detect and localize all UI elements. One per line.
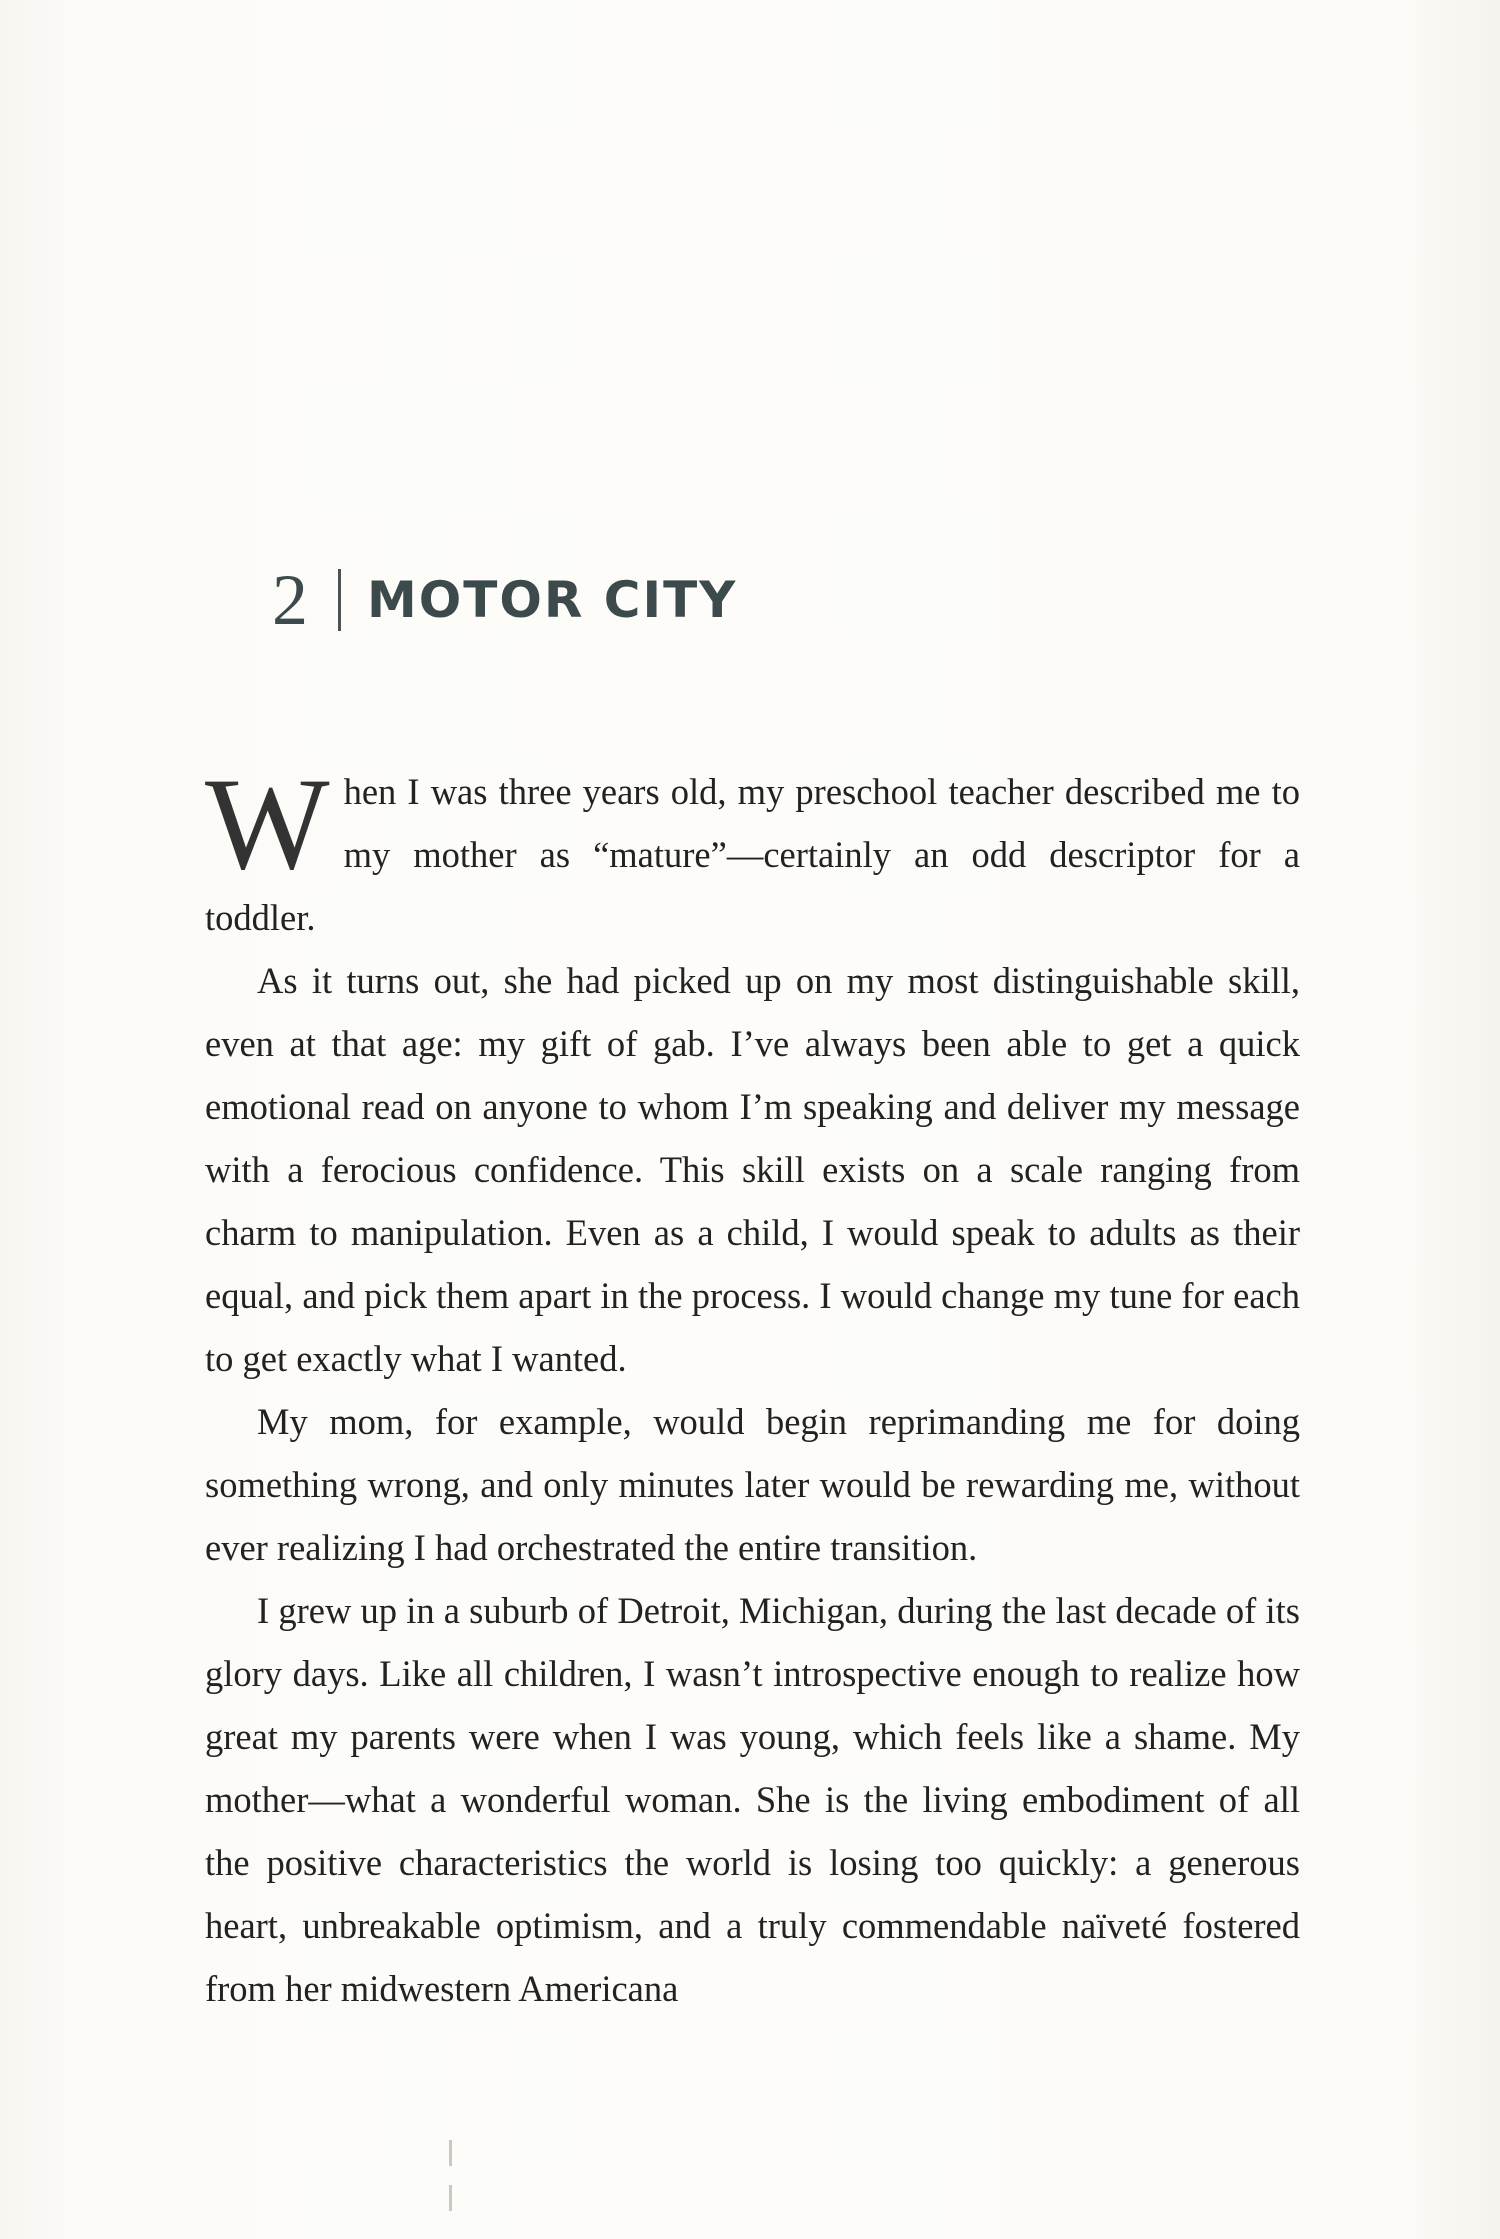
chapter-divider bbox=[338, 569, 341, 631]
paragraph-1 bbox=[205, 750, 1300, 949]
paragraph-2: As it turns out, she had picked up on my most distinguishable skill, even at that age: my gift of gab. I’ve always been able to get a quick emotional read on anyone to whom I’m speaking and deliver my message with a ferocious confidence. This skill exists on a scale ranging from charm to manipulation. Even as a child, I would speak to adults as their equal, and pick them apart in the process. I would change my tune for each to get exactly what I wanted. bbox=[205, 960, 1300, 1379]
chapter-number: 2 bbox=[272, 560, 308, 640]
chapter-heading bbox=[272, 560, 737, 640]
page-speck bbox=[449, 2140, 452, 2166]
chapter-body bbox=[205, 750, 1300, 2020]
paragraph-1-text: hen I was three years old, my preschool teacher described me to my mother as “mature”—certainly an odd descriptor for a toddler. bbox=[205, 771, 1300, 938]
drop-cap: W bbox=[205, 750, 330, 897]
paragraph-3: My mom, for example, would begin reprimanding me for doing something wrong, and only minutes later would be rewarding me, without ever realizing I had orchestrated the entire transition. bbox=[205, 1401, 1300, 1568]
paragraph-4: I grew up in a suburb of Detroit, Michigan, during the last decade of its glory days. Like all children, I wasn’t introspective enough to realize how great my parents were when I was young, which feels like a shame. My mother—what a wonderful woman. She is the living embodiment of all the positive characteristics the world is losing too quickly: a generous heart, unbreakable optimism, and a truly commendable naïveté fostered from her midwestern Americana bbox=[205, 1590, 1300, 2009]
chapter-title: MOTOR CITY bbox=[367, 571, 738, 629]
page-speck bbox=[449, 2185, 452, 2211]
